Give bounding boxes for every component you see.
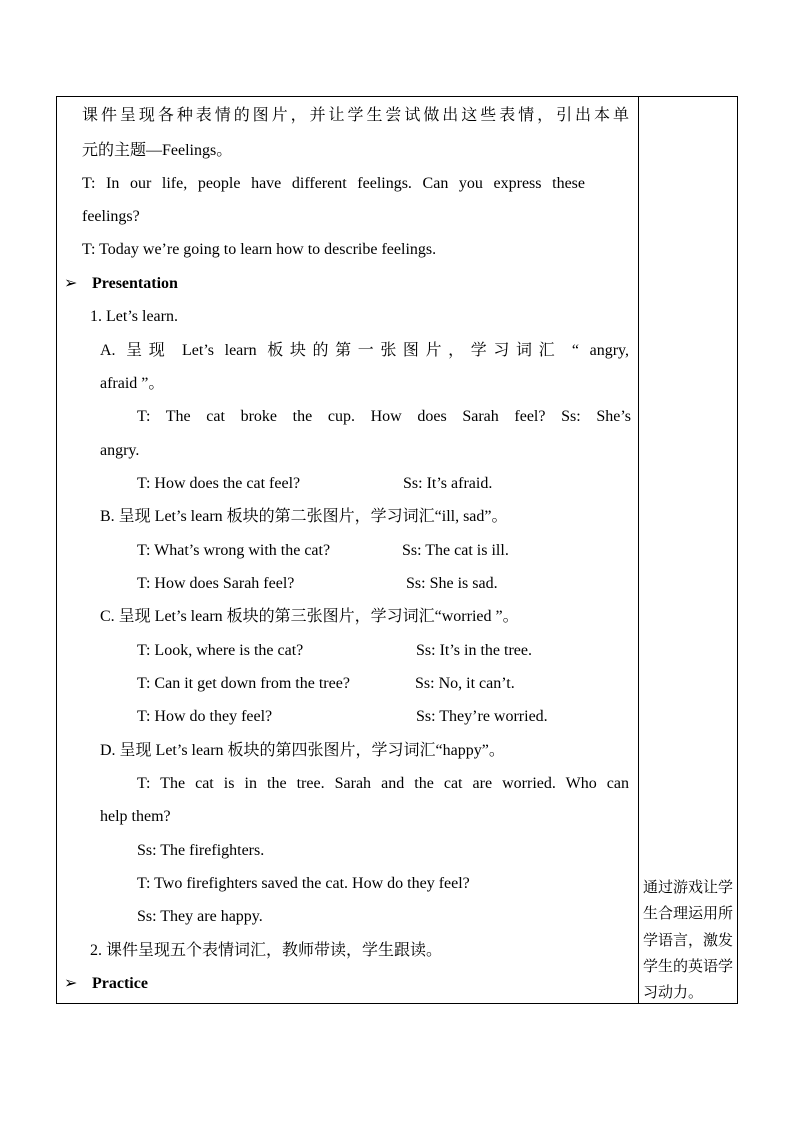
dialogue-d-4: Ss: They are happy. — [137, 908, 263, 925]
item-b-line: B. 呈现 Let’s learn 板块的第二张图片，学习词汇“ill, sad”。 — [100, 508, 508, 525]
arrowhead-bullet-icon: ➢ — [64, 273, 78, 292]
item-c-line: C. 呈现 Let’s learn 板块的第三张图片，学习词汇“worried ”。 — [100, 608, 519, 625]
note-line-4: 学生的英语学 — [643, 957, 734, 975]
dialogue-d-2: Ss: The firefighters. — [137, 842, 265, 859]
teacher-line-life-cont: feelings? — [82, 208, 140, 225]
intro-line-1: 课件呈现各种表情的图片，并让学生尝试做出这些表情，引出本单 — [82, 107, 629, 124]
section-heading-practice: Practice — [92, 975, 148, 992]
note-line-2: 生合理运用所 — [643, 904, 734, 922]
dialogue-c-2-teacher: T: Can it get down from the tree? — [137, 675, 350, 692]
dialogue-a-1: T: The cat broke the cup. How does Sarah feel? Ss: She’s — [137, 408, 631, 425]
dialogue-c-3-student: Ss: They’re worried. — [416, 708, 548, 725]
section-heading-presentation: Presentation — [92, 275, 178, 292]
item-a-line-1: A. 呈现 Let’s learn 板块的第一张图片，学习词汇 “ angry, — [100, 342, 629, 359]
dialogue-a-2-student: Ss: It’s afraid. — [403, 475, 493, 492]
dialogue-d-3: T: Two firefighters saved the cat. How do they feel? — [137, 875, 470, 892]
dialogue-c-1-student: Ss: It’s in the tree. — [416, 642, 532, 659]
item-d-line: D. 呈现 Let’s learn 板块的第四张图片，学习词汇“happy”。 — [100, 742, 505, 759]
note-line-5: 习动力。 — [643, 983, 704, 1001]
dialogue-c-1-teacher: T: Look, where is the cat? — [137, 642, 304, 659]
dialogue-b-1-teacher: T: What’s wrong with the cat? — [137, 542, 331, 559]
note-line-1: 通过游戏让学 — [643, 878, 734, 896]
step-1-title: 1. Let’s learn. — [90, 308, 178, 325]
dialogue-d-1: T: The cat is in the tree. Sarah and the cat are worried. Who can — [137, 775, 629, 792]
teacher-line-today: T: Today we’re going to learn how to describe feelings. — [82, 241, 437, 258]
dialogue-c-3-teacher: T: How do they feel? — [137, 708, 273, 725]
step-2-line: 2. 课件呈现五个表情词汇，教师带读，学生跟读。 — [90, 942, 443, 959]
dialogue-c-2-student: Ss: No, it can’t. — [415, 675, 515, 692]
dialogue-a-2-teacher: T: How does the cat feel? — [137, 475, 301, 492]
teacher-line-life: T: In our life, people have different feelings. Can you express these — [82, 175, 585, 192]
arrowhead-bullet-icon: ➢ — [64, 973, 78, 992]
column-divider — [638, 97, 639, 1003]
dialogue-b-2-student: Ss: She is sad. — [406, 575, 498, 592]
note-line-3: 学语言，激发 — [643, 931, 734, 949]
dialogue-b-1-student: Ss: The cat is ill. — [402, 542, 509, 559]
item-a-line-2: afraid ”。 — [100, 375, 165, 392]
dialogue-b-2-teacher: T: How does Sarah feel? — [137, 575, 295, 592]
dialogue-d-1-cont: help them? — [100, 808, 171, 825]
dialogue-a-1-cont: angry. — [100, 442, 140, 459]
intro-line-2: 元的主题—Feelings。 — [82, 142, 233, 159]
